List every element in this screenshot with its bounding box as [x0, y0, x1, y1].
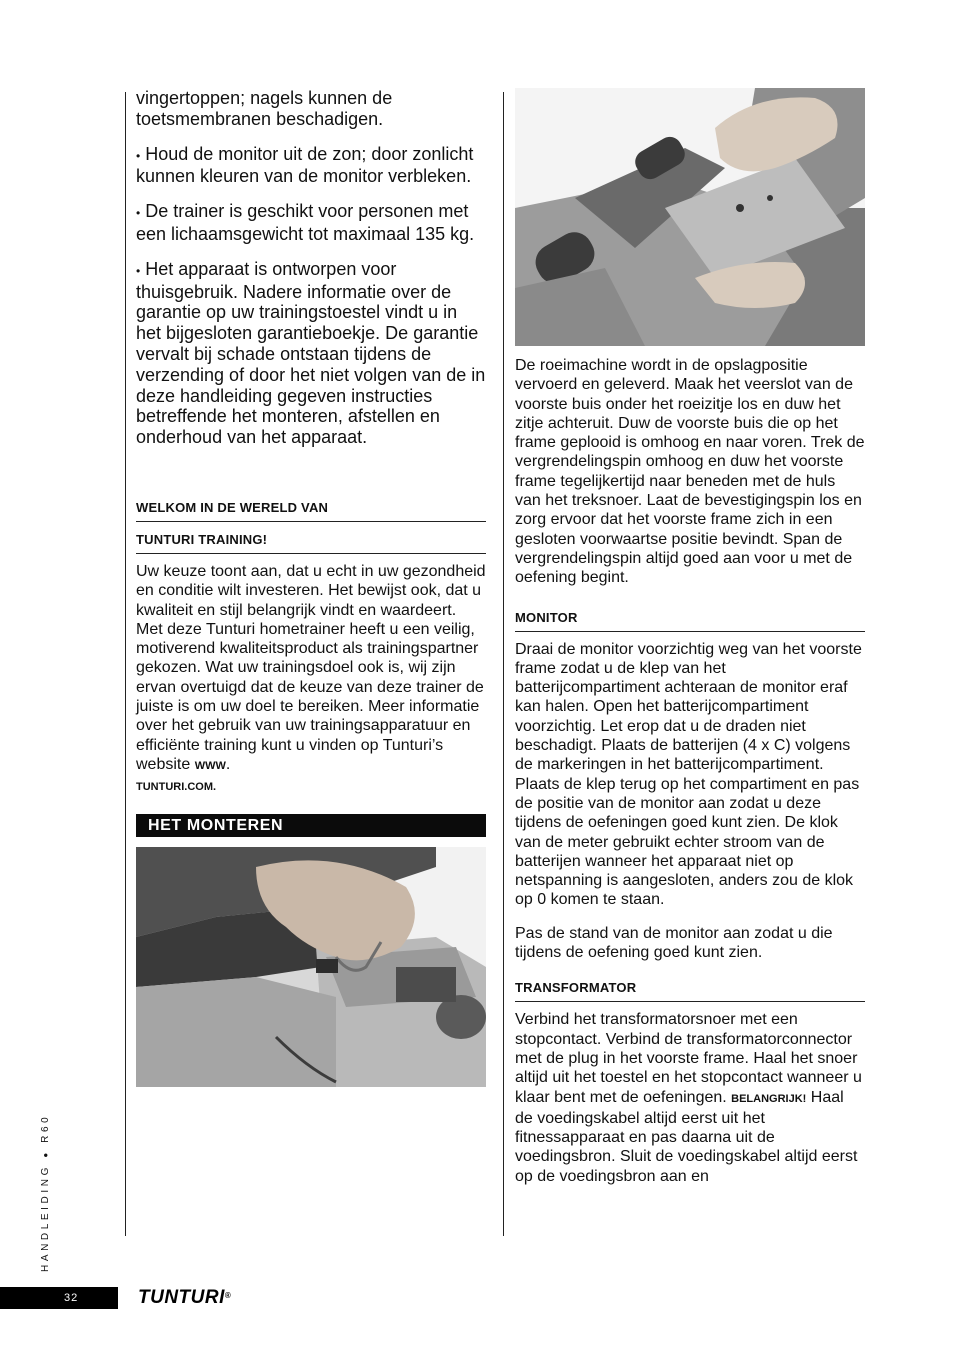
- monitor-position-text: Pas de stand van de monitor aan zodat u die tijdens de oefening goed kunt zien.: [515, 924, 833, 962]
- assembly-photo-seat: [136, 847, 486, 1087]
- transformer-heading: TRANSFORMATOR: [515, 980, 865, 1002]
- bullet: •: [136, 206, 141, 221]
- welcome-heading-line1: WELKOM IN DE WERELD VAN: [136, 500, 486, 522]
- monitor-heading: MONITOR: [515, 610, 865, 632]
- bullet-weight: • De trainer is geschikt voor personen met een lichaamsgewicht tot maximaal 135 kg.: [136, 201, 475, 244]
- side-label: HANDLEIDING ● R60: [40, 1113, 51, 1272]
- center-column-rule: [503, 92, 504, 1236]
- section-bar-assembly: HET MONTEREN: [136, 814, 486, 837]
- registered-mark: ®: [224, 1291, 232, 1300]
- website-domain: TUNTURI.COM: [136, 781, 213, 794]
- page-number-bar: [0, 1287, 118, 1309]
- transformer-text: Verbind het transformatorsnoer met een stopcontact. Verbind de transformatorconnector met de plug in het voorste frame. Haal het snoer altijd uit het toestel en het stopcontact wanneer u klaar bent met de oefeningen. BELANGRIJK! Haal de voedingskabel altijd eerst uit het fitnessapparaat en pas daarna uit de voedingsbron. Sluit de voedingskabel altijd eerst op de voedingsbron aan en: [515, 1011, 862, 1185]
- important-label: BELANGRIJK!: [731, 1092, 807, 1105]
- tunturi-logo: TUNTURI®: [138, 1287, 232, 1308]
- storage-position-text: De roeimachine wordt in de opslagpositie vervoerd en geleverd. Maak het veerslot van de voorste buis onder het roeizitje los en duw het zitje achteruit. Duw de voorste buis die op het frame geplooid is omhoog en naar voren. Trek de vergrendelingspin omhoog en duw het voorste frame tegelijkertijd naar beneden met de huls van het treksnoer. Laat de bevestigingspin los en zorg ervoor dat het voorste frame zich in een gesloten voorwaartse positie bevindt. Span de vergrendelingspin altijd goed aan voor u met de oefening begint.: [515, 357, 865, 587]
- assembly-photo-frame: [515, 88, 865, 346]
- left-column-rule: [125, 92, 126, 1236]
- left-column: [136, 88, 486, 1087]
- bullet-home-use: • Het apparaat is ontworpen voor thuisgebruik. Nadere informatie over de garantie op uw trainingstoestel vindt u in het bijgesloten garantieboekje. De garantie vervalt bij schade ontstaan tijdens de verzending of door het niet volgen van de in deze handleiding gegeven instructies betreffende het monteren, afstellen en onderhoud van het apparaat.: [136, 258, 486, 448]
- bullet-sun: • Houd de monitor uit de zon; door zonlicht kunnen kleuren van de monitor verbleken.: [136, 143, 474, 187]
- right-column: [515, 88, 865, 1186]
- monitor-text: Draai de monitor voorzichtig weg van het voorste frame zodat u de klep van het batterijcompartiment achteraan de monitor eraf kan halen. Open het batterijcompartiment voorzichtig. Let erop dat u de draden niet beschadigt. Plaats de batterijen (4 x C) volgens de markeringen in het batterijcompartiment. Plaats de klep terug op het compartiment en pas de positie van de monitor aan zodat u deze tijdens de oefeningen goed kunt zien. De klok van de meter gebruikt echter stroom van de batterijen wanneer het apparaat niet op netspanning is aangesloten, anders zou de klok op 0 komen te staan.: [515, 640, 862, 909]
- welcome-text: Uw keuze toont aan, dat u echt in uw gezondheid en conditie wilt investeren. Het bewijst ook, dat u kwaliteit en stijl belangrijk vindt en waardeert. Met deze Tunturi hometrainer heeft u een veilig, motiverend kwaliteitsproduct als trainingspartner gekozen. Wat uw trainingsdoel ook is, wij zijn ervan overtuigd dat de keuze van deze trainer de juiste is om uw doel te bereiken. Meer informatie over het gebruik van uw trainingsapparatuur en efficiënte training kunt u vinden op Tunturi’s website WWW. TUNTURI.COM.: [136, 562, 486, 794]
- website-www: WWW: [194, 759, 226, 772]
- page-number: 32: [64, 1292, 79, 1304]
- bullet: •: [136, 263, 141, 278]
- side-bullet: ●: [41, 1149, 50, 1158]
- welcome-heading-line2: TUNTURI TRAINING!: [136, 532, 486, 554]
- paragraph-fingertips: vingertoppen; nagels kunnen de toetsmembranen beschadigen.: [136, 88, 393, 129]
- bullet: •: [136, 148, 141, 163]
